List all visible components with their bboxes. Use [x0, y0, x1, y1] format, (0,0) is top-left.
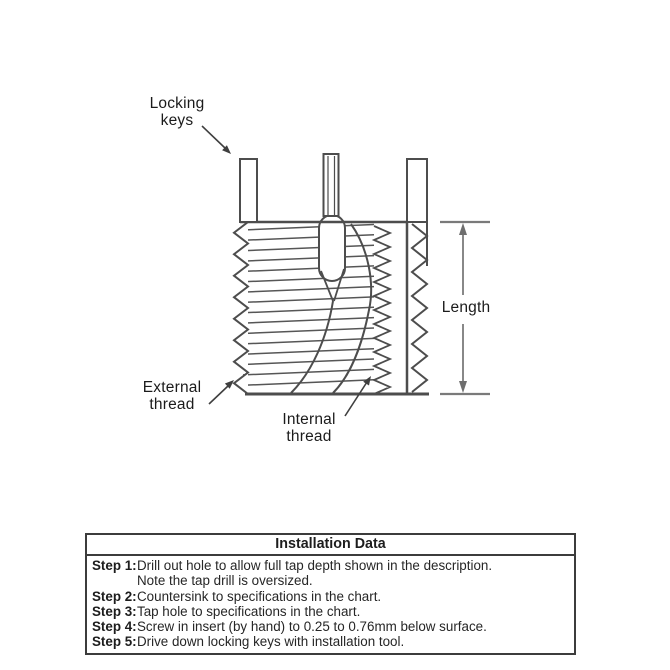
cutaway-curve-left — [291, 301, 333, 393]
dimension-arrowhead-up — [459, 223, 467, 235]
locking-keys-label — [127, 96, 227, 129]
locking-keys-label-line1: Locking — [149, 95, 205, 112]
step-text: Drive down locking keys with installation tool. — [137, 634, 405, 650]
external-thread-left-profile — [234, 222, 248, 394]
external-thread-label-line1: External — [142, 379, 202, 396]
step-text: Screw in insert (by hand) to 0.25 to 0.76mm below surface. — [137, 619, 487, 635]
step-text-line: Drill out hole to allow full tap depth shown in the description. — [137, 558, 493, 573]
step-text — [137, 558, 571, 589]
step-label: Step 4: — [92, 619, 137, 635]
step-label: Step 1: — [92, 558, 137, 573]
locking-key-right — [407, 159, 427, 222]
table-body — [87, 556, 574, 653]
key-slot-capsule — [319, 215, 345, 281]
internal-thread-arrow — [345, 382, 367, 416]
locking-key-left — [240, 159, 257, 222]
internal-thread-label-line2: thread — [286, 427, 332, 445]
internal-thread-label-line1: Internal — [282, 411, 336, 428]
locking-keys-arrow — [202, 126, 225, 148]
table-row — [92, 589, 571, 604]
step-text-line: Note the tap drill is oversized. — [137, 573, 313, 589]
table-row — [92, 634, 571, 649]
step-text: Tap hole to specifications in the chart. — [137, 603, 361, 619]
external-thread-right-profile — [412, 224, 427, 392]
table-row — [92, 604, 571, 619]
length-label: Length — [441, 299, 491, 316]
step-label: Step 3: — [92, 603, 137, 619]
step-text: Countersink to specifications in the chart. — [137, 588, 382, 604]
external-thread-label — [122, 380, 222, 413]
step-label: Step 2: — [92, 588, 137, 604]
step-label: Step 5: — [92, 634, 137, 650]
table-row — [92, 558, 571, 589]
table-row — [92, 619, 571, 634]
installation-data-table — [85, 533, 576, 655]
locking-keys-label-line2: keys — [160, 111, 194, 129]
external-thread-label-line2: thread — [149, 395, 195, 413]
internal-thread-profile — [374, 226, 390, 394]
dimension-arrowhead-down — [459, 381, 467, 393]
locking-key-middle — [324, 154, 339, 216]
internal-thread-label — [259, 412, 359, 445]
table-title: Installation Data — [87, 535, 574, 556]
